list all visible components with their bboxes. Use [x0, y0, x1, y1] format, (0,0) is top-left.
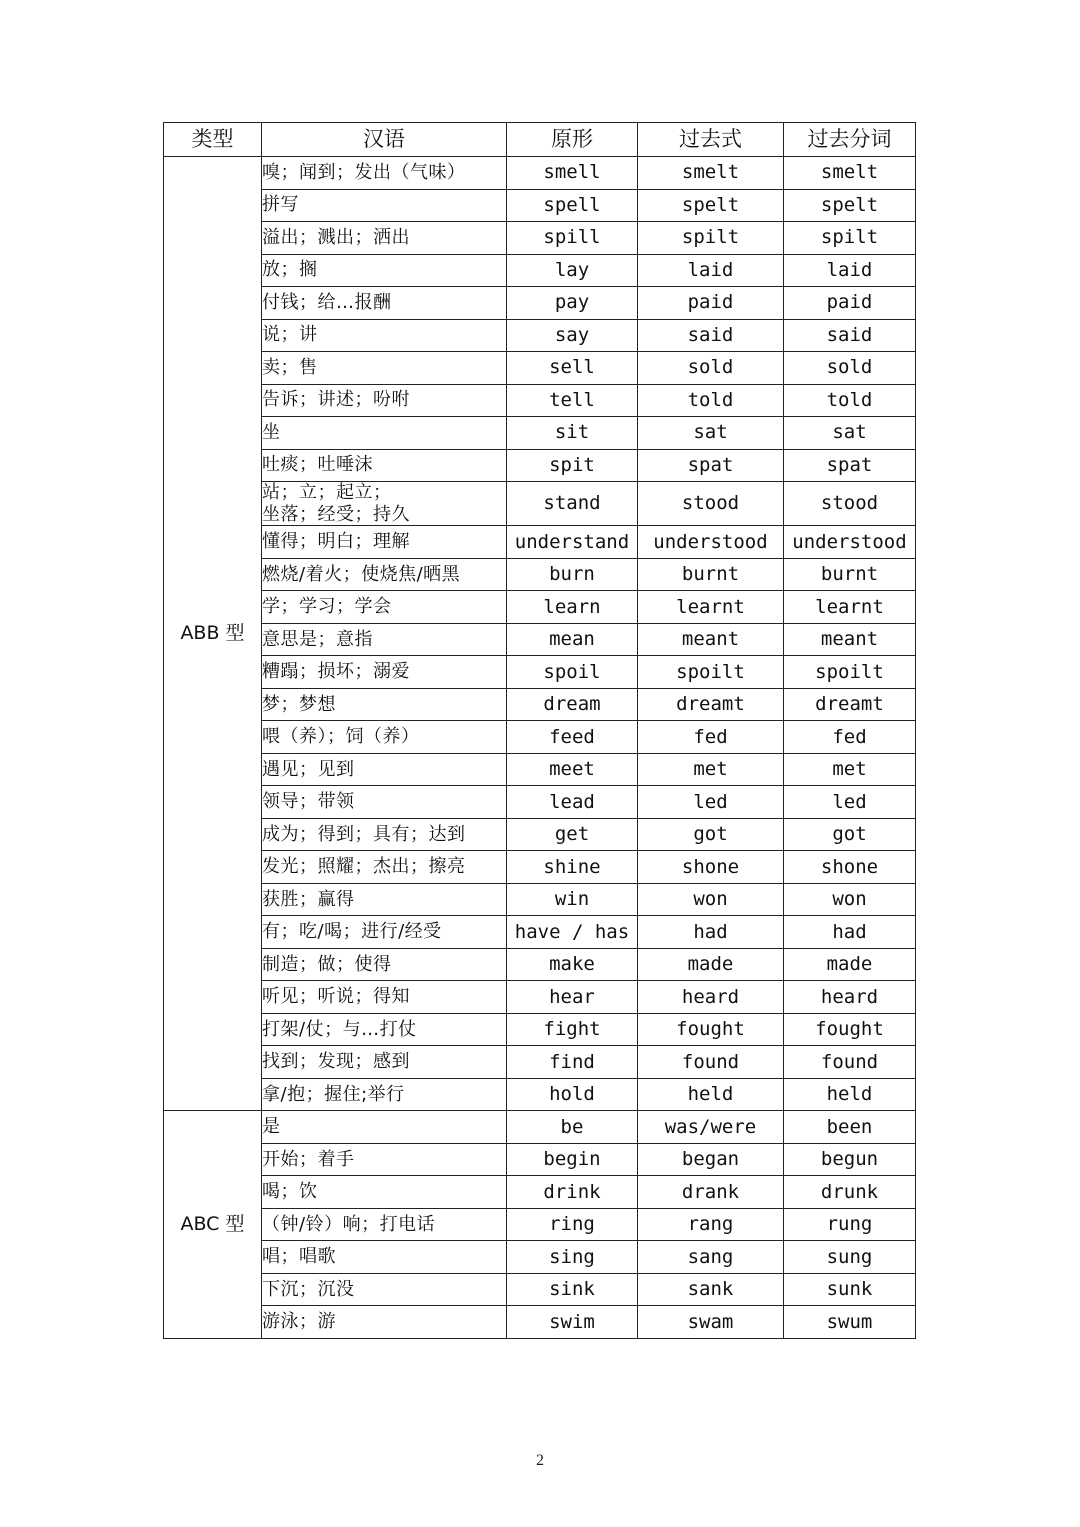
table-row [164, 482, 916, 526]
table-row [164, 1273, 916, 1306]
chinese-meaning-cell: 喝；饮 [262, 1176, 507, 1209]
past-participle-cell: shone [784, 851, 916, 884]
table-row [164, 656, 916, 689]
chinese-meaning-cell: 获胜；赢得 [262, 883, 507, 916]
past-participle-cell: spat [784, 449, 916, 482]
base-form-cell: hear [507, 981, 638, 1014]
past-tense-cell: drank [638, 1176, 784, 1209]
table-row [164, 352, 916, 385]
chinese-meaning-cell: 糟蹋；损坏；溺爱 [262, 656, 507, 689]
past-tense-cell: sold [638, 352, 784, 385]
past-tense-cell: said [638, 319, 784, 352]
past-tense-cell: began [638, 1143, 784, 1176]
base-form-cell: find [507, 1046, 638, 1079]
base-form-cell: spell [507, 189, 638, 222]
table-row [164, 319, 916, 352]
table-row [164, 1241, 916, 1274]
past-participle-cell: stood [784, 482, 916, 526]
chinese-meaning-cell: 找到；发现；感到 [262, 1046, 507, 1079]
base-form-cell: get [507, 818, 638, 851]
past-participle-cell: found [784, 1046, 916, 1079]
past-participle-cell: heard [784, 981, 916, 1014]
table-row [164, 254, 916, 287]
past-tense-cell: made [638, 948, 784, 981]
past-participle-cell: swum [784, 1306, 916, 1339]
chinese-meaning-cell: 梦；梦想 [262, 688, 507, 721]
base-form-cell: win [507, 883, 638, 916]
past-tense-cell: shone [638, 851, 784, 884]
table-row [164, 1078, 916, 1111]
chinese-meaning-cell: 开始；着手 [262, 1143, 507, 1176]
past-tense-cell: was/were [638, 1111, 784, 1144]
past-participle-cell: sung [784, 1241, 916, 1274]
chinese-meaning-cell: 坐 [262, 417, 507, 450]
past-tense-cell: spoilt [638, 656, 784, 689]
base-form-cell: mean [507, 623, 638, 656]
table-row [164, 981, 916, 1014]
table-row [164, 916, 916, 949]
past-participle-cell: spoilt [784, 656, 916, 689]
irregular-verbs-table [163, 122, 916, 1339]
chinese-meaning-cell: 溢出；溅出；洒出 [262, 222, 507, 255]
base-form-cell: make [507, 948, 638, 981]
base-form-cell: fight [507, 1013, 638, 1046]
past-participle-cell: sold [784, 352, 916, 385]
base-form-cell: feed [507, 721, 638, 754]
chinese-meaning-cell: 游泳；游 [262, 1306, 507, 1339]
base-form-cell: sing [507, 1241, 638, 1274]
chinese-meaning-cell: 告诉；讲述；吩咐 [262, 384, 507, 417]
chinese-meaning-cell: 拼写 [262, 189, 507, 222]
table-row [164, 1176, 916, 1209]
base-form-cell: sit [507, 417, 638, 450]
past-tense-cell: sank [638, 1273, 784, 1306]
past-tense-cell: found [638, 1046, 784, 1079]
chinese-meaning-line: 坐落；经受；持久 [262, 503, 410, 525]
table-row [164, 417, 916, 450]
chinese-meaning-cell: 懂得；明白；理解 [262, 526, 507, 559]
base-form-cell: begin [507, 1143, 638, 1176]
base-form-cell: spoil [507, 656, 638, 689]
base-form-cell: smell [507, 157, 638, 190]
table-row [164, 449, 916, 482]
base-form-cell: dream [507, 688, 638, 721]
table-row [164, 688, 916, 721]
table-row [164, 1111, 916, 1144]
past-participle-cell: paid [784, 287, 916, 320]
base-form-cell: shine [507, 851, 638, 884]
chinese-meaning-cell: 吐痰；吐唾沫 [262, 449, 507, 482]
base-form-cell: lead [507, 786, 638, 819]
header-base-form: 原形 [507, 123, 638, 157]
past-tense-cell: sat [638, 417, 784, 450]
past-participle-cell: led [784, 786, 916, 819]
chinese-meaning-cell: 卖；售 [262, 352, 507, 385]
chinese-meaning-cell: 发光；照耀；杰出；擦亮 [262, 851, 507, 884]
chinese-meaning-cell [262, 482, 507, 526]
table-row [164, 948, 916, 981]
base-form-cell: sink [507, 1273, 638, 1306]
past-tense-cell: met [638, 753, 784, 786]
chinese-meaning-cell: （钟/铃）响；打电话 [262, 1208, 507, 1241]
chinese-meaning-cell: 领导；带领 [262, 786, 507, 819]
chinese-meaning-cell: 遇见；见到 [262, 753, 507, 786]
past-tense-cell: told [638, 384, 784, 417]
past-tense-cell: meant [638, 623, 784, 656]
past-participle-cell: sat [784, 417, 916, 450]
chinese-meaning-cell: 付钱；给…报酬 [262, 287, 507, 320]
past-tense-cell: led [638, 786, 784, 819]
table-row [164, 384, 916, 417]
chinese-meaning-line: 站；立；起立； [262, 482, 392, 503]
chinese-meaning-cell: 下沉；沉没 [262, 1273, 507, 1306]
group-type-label: ABC 型 [164, 1111, 262, 1339]
table-row [164, 287, 916, 320]
past-participle-cell: dreamt [784, 688, 916, 721]
past-participle-cell: said [784, 319, 916, 352]
past-participle-cell: made [784, 948, 916, 981]
table-body [164, 157, 916, 1339]
base-form-cell: say [507, 319, 638, 352]
past-participle-cell: told [784, 384, 916, 417]
table-row [164, 623, 916, 656]
base-form-cell: burn [507, 558, 638, 591]
past-tense-cell: fed [638, 721, 784, 754]
table-row [164, 851, 916, 884]
past-participle-cell: fed [784, 721, 916, 754]
past-tense-cell: heard [638, 981, 784, 1014]
past-tense-cell: smelt [638, 157, 784, 190]
base-form-cell: drink [507, 1176, 638, 1209]
base-form-cell: spit [507, 449, 638, 482]
chinese-meaning-cell: 有；吃/喝；进行/经受 [262, 916, 507, 949]
base-form-cell: ring [507, 1208, 638, 1241]
base-form-cell: lay [507, 254, 638, 287]
header-chinese: 汉语 [262, 123, 507, 157]
chinese-meaning-cell: 唱；唱歌 [262, 1241, 507, 1274]
past-participle-cell: meant [784, 623, 916, 656]
past-tense-cell: paid [638, 287, 784, 320]
past-participle-cell: learnt [784, 591, 916, 624]
past-participle-cell: begun [784, 1143, 916, 1176]
base-form-cell: stand [507, 482, 638, 526]
past-tense-cell: swam [638, 1306, 784, 1339]
header-past-tense: 过去式 [638, 123, 784, 157]
table-row [164, 157, 916, 190]
past-tense-cell: spilt [638, 222, 784, 255]
past-participle-cell: sunk [784, 1273, 916, 1306]
base-form-cell: meet [507, 753, 638, 786]
past-participle-cell: burnt [784, 558, 916, 591]
chinese-meaning-cell: 是 [262, 1111, 507, 1144]
past-tense-cell: sang [638, 1241, 784, 1274]
base-form-cell: tell [507, 384, 638, 417]
past-tense-cell: rang [638, 1208, 784, 1241]
table-row [164, 883, 916, 916]
chinese-meaning-cell: 成为；得到；具有；达到 [262, 818, 507, 851]
table-row [164, 818, 916, 851]
past-participle-cell: drunk [784, 1176, 916, 1209]
chinese-meaning-cell: 拿/抱；握住;举行 [262, 1078, 507, 1111]
table-row [164, 1046, 916, 1079]
base-form-cell: understand [507, 526, 638, 559]
chinese-meaning-cell: 制造；做；使得 [262, 948, 507, 981]
past-tense-cell: understood [638, 526, 784, 559]
past-tense-cell: dreamt [638, 688, 784, 721]
past-tense-cell: held [638, 1078, 784, 1111]
base-form-cell: be [507, 1111, 638, 1144]
past-tense-cell: stood [638, 482, 784, 526]
header-past-participle: 过去分词 [784, 123, 916, 157]
table-row [164, 591, 916, 624]
past-participle-cell: smelt [784, 157, 916, 190]
past-participle-cell: held [784, 1078, 916, 1111]
past-tense-cell: spelt [638, 189, 784, 222]
past-tense-cell: won [638, 883, 784, 916]
base-form-cell: hold [507, 1078, 638, 1111]
past-participle-cell: got [784, 818, 916, 851]
table-header-row [164, 123, 916, 157]
past-tense-cell: had [638, 916, 784, 949]
base-form-cell: learn [507, 591, 638, 624]
chinese-meaning-cell: 说；讲 [262, 319, 507, 352]
table-row [164, 1143, 916, 1176]
chinese-meaning-cell: 喂（养）；饲（养） [262, 721, 507, 754]
group-type-label: ABB 型 [164, 157, 262, 1111]
chinese-meaning-cell: 学；学习；学会 [262, 591, 507, 624]
base-form-cell: swim [507, 1306, 638, 1339]
table-row [164, 753, 916, 786]
table-row [164, 558, 916, 591]
base-form-cell: have / has [507, 916, 638, 949]
page-number: 2 [536, 1452, 544, 1469]
table-row [164, 1208, 916, 1241]
chinese-meaning-cell: 放；搁 [262, 254, 507, 287]
past-tense-cell: got [638, 818, 784, 851]
base-form-cell: pay [507, 287, 638, 320]
table-row [164, 1306, 916, 1339]
past-tense-cell: learnt [638, 591, 784, 624]
past-tense-cell: burnt [638, 558, 784, 591]
header-type: 类型 [164, 123, 262, 157]
past-participle-cell: laid [784, 254, 916, 287]
table-row [164, 721, 916, 754]
base-form-cell: sell [507, 352, 638, 385]
table-row [164, 1013, 916, 1046]
chinese-meaning-cell: 听见；听说；得知 [262, 981, 507, 1014]
table-row [164, 526, 916, 559]
past-participle-cell: won [784, 883, 916, 916]
table-row [164, 786, 916, 819]
chinese-meaning-cell: 嗅；闻到；发出（气味） [262, 157, 507, 190]
past-participle-cell: spelt [784, 189, 916, 222]
past-participle-cell: understood [784, 526, 916, 559]
table-row [164, 189, 916, 222]
past-participle-cell: met [784, 753, 916, 786]
past-participle-cell: had [784, 916, 916, 949]
past-participle-cell: spilt [784, 222, 916, 255]
chinese-meaning-cell: 打架/仗；与…打仗 [262, 1013, 507, 1046]
past-tense-cell: spat [638, 449, 784, 482]
past-participle-cell: rung [784, 1208, 916, 1241]
table-row [164, 222, 916, 255]
base-form-cell: spill [507, 222, 638, 255]
past-participle-cell: been [784, 1111, 916, 1144]
chinese-meaning-cell: 意思是；意指 [262, 623, 507, 656]
past-tense-cell: fought [638, 1013, 784, 1046]
past-participle-cell: fought [784, 1013, 916, 1046]
chinese-meaning-cell: 燃烧/着火；使烧焦/晒黑 [262, 558, 507, 591]
past-tense-cell: laid [638, 254, 784, 287]
